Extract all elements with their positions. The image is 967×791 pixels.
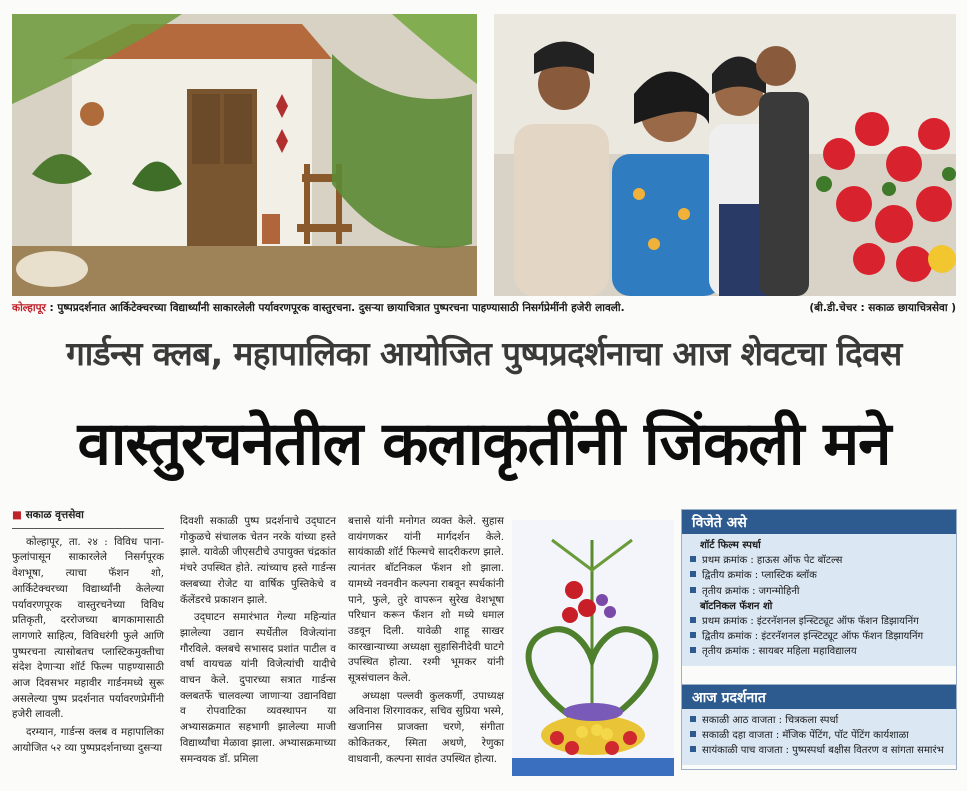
winners-list — [682, 534, 956, 666]
subheadline: गार्डन्स क्लब, महापालिका आयोजित पुष्पप्रदर्शनाचा आज शेवटचा दिवस — [66, 334, 902, 373]
winners-box — [681, 509, 957, 685]
paragraph: बत्तासे यांनी मनोगत व्यक्त केले. सुहास वायंगणकर यांनी मार्गदर्शन केले. सायंकाळी शॉर्ट फिल्मचे सादरीकरण झाले. त्यानंतर बॉटनिकल फॅशन शो झाला. यामध्ये नवनवीन कल्पना राबवून स्पर्धकांनी पाने, फुले, तुरे वापरून सुरेख वेशभूषा परिधान करून फॅशन शो मध्ये धमाल उडवून दिली. यावेळी शाहू साखर कारखान्याच्या अध्यक्षा सुहासिनीदेवी घाटगे उपस्थित होत्या. रश्मी भूमकर यांनी सूत्रसंचालन केले. — [348, 515, 504, 685]
winner-item: द्वितीय क्रमांक : इंटरनॅशनल इन्स्टिट्यूट ऑफ फॅशन डिझायनिंग — [690, 629, 948, 644]
photo-credit: (बी.डी.चेचर : सकाळ छायाचित्रसेवा ) — [809, 302, 956, 314]
paragraph: कोल्हापूर, ता. २४ : विविध पाना-फुलांपासून साकारलेले निसर्गपूरक वेशभूषा, त्याचा फॅशन शो, आर्किटेक्चरच्या विद्यार्थ्यांनी केलेल्या पर्यावरणपूरक वास्तुरचनेच्या विविध प्रतिकृती, दररोजच्या बागकामासाठी लागणारे साहित्य, विविधरंगी फुले आणि पुष्परचना त्यासोबतच प्लास्टिकमुक्तीचा संदेश देणाऱ्या शॉर्ट फिल्म पाहण्यासाठी आज दिवसभर महावीर गार्डनमध्ये सुरू असलेल्या पुष्प प्रदर्शनात पर्यावरणप्रेमींनी हजेरी लावली. — [12, 535, 164, 721]
paragraph: दरम्यान, गार्डन्स क्लब व महापालिका आयोजित ५२ व्या पुष्पप्रदर्शनाच्या दुसऱ्या — [12, 726, 164, 754]
category-title: बॉटनिकल फॅशन शो — [700, 600, 773, 612]
flower-arrangement-photo — [512, 520, 674, 776]
schedule-item: सकाळी आठ वाजता : चित्रकला स्पर्धा — [690, 713, 948, 728]
winner-item: तृतीय क्रमांक : जगन्मोहिनी — [690, 584, 948, 599]
category-title: शॉर्ट फिल्म स्पर्धा — [700, 540, 761, 551]
today-title: आज प्रदर्शनात — [682, 685, 956, 709]
caption-text — [12, 301, 625, 317]
article-column-1 — [12, 508, 164, 759]
visitors-photo — [494, 14, 956, 296]
winner-item: प्रथम क्रमांक : इंटरनॅशनल इन्स्टिट्यूट ऑफ फॅशन डिझायनिंग — [690, 614, 948, 629]
caption-place: कोल्हापूर — [12, 302, 46, 314]
byline-text: सकाळ वृत्तसेवा — [25, 509, 84, 521]
winner-item: द्वितीय क्रमांक : प्लास्टिक ब्लॉक — [690, 568, 948, 583]
byline: ■ सकाळ वृत्तसेवा — [12, 508, 164, 529]
today-list — [682, 709, 956, 765]
paragraph: दिवशी सकाळी पुष्प प्रदर्शनाचे उद्‌घाटन गोकुळचे संचालक चेतन नरके यांच्या हस्ते झाले. यावेळी जीएसटीचे उपायुक्त चंद्रकांत मंचरे उपस्थित होते. त्यांच्याच हस्ते गार्डन्स क्लबच्या रोजेट या वार्षिक पुस्तिकेचे व कॅलेंडरचे प्रकाशन झाले. — [180, 515, 336, 606]
schedule-item: सकाळी दहा वाजता : मॅजिक पेंटिंग, पॉट पेंटिंग कार्यशाळा — [690, 728, 948, 743]
schedule-item: सायंकाळी पाच वाजता : पुष्पस्पर्धा बक्षीस वितरण व सांगता समारंभ — [690, 743, 948, 758]
headline: वास्तुरचनेतील कलाकृतींनी जिंकली मने — [77, 409, 891, 479]
winners-title: विजेते असे — [682, 510, 956, 534]
paragraph: उद्‌घाटन समारंभात गेल्या महिन्यांत झालेल्या उद्यान स्पर्धेतील विजेत्यांना गौरविले. क्लबचे सभासद प्रशांत पाटील व वर्षा वायचळ यांनी विजेत्यांची यादीचे वाचन केले. दुपारच्या सत्रात गार्डन्स क्लबतर्फे चालवल्या जाणाऱ्या उद्यानविद्या व रोपवाटिका व्यवस्थापन या अभ्यासक्रमात सहभागी झालेल्या माजी विद्यार्थ्यांचा मेळावा झाला. अभ्यासक्रमाच्या समन्वयक डॉ. प्रमिला — [180, 611, 336, 765]
hut-installation-photo — [12, 14, 477, 296]
article-column-2 — [180, 514, 336, 769]
today-schedule-box — [681, 684, 957, 770]
photo-caption — [12, 301, 956, 317]
winner-item: प्रथम क्रमांक : हाऊस ऑफ पेट बॉटल्स — [690, 553, 948, 568]
paragraph: अध्यक्षा पल्लवी कुलकर्णी, उपाध्यक्ष अविनाश शिरगावकर, सचिव सुप्रिया भस्मे, खजानिस प्राजक्ता चरणे, संगीता कोकितकर, स्मिता अथणे, रेणुका वाधवानी, कल्पना सावंत उपस्थित होत्या. — [348, 689, 504, 765]
caption-body: : पुष्पप्रदर्शनात आर्किटेक्चरच्या विद्यार्थ्यांनी साकारलेली पर्यावरणपूरक वास्तुरचना. दुसऱ्या छायाचित्रात पुष्परचना पाहण्यासाठी निसर्गप्रेमींनी हजेरी लावली. — [45, 302, 625, 314]
article-column-3 — [348, 514, 504, 769]
winner-item: तृतीय क्रमांक : सायबर महिला महाविद्यालय — [690, 644, 948, 659]
